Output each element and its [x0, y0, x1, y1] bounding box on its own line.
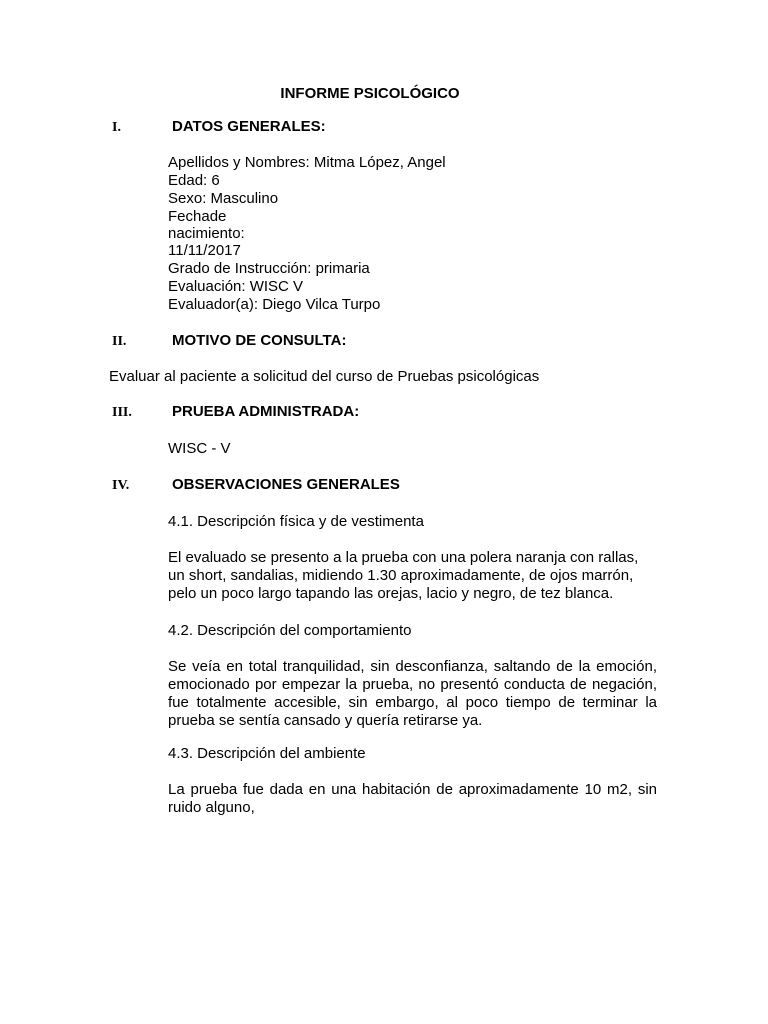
section-title: OBSERVACIONES GENERALES [172, 476, 400, 493]
field-sexo: Sexo: Masculino [168, 190, 279, 207]
motivo-text: Evaluar al paciente a solicitud del curso de Pruebas psicológicas [109, 368, 540, 385]
section-title: PRUEBA ADMINISTRADA: [172, 403, 360, 420]
section-motivo-consulta [112, 332, 672, 352]
section-numeral: III. [112, 405, 132, 420]
subheading-descripcion-comportamiento: 4.2. Descripción del comportamiento [168, 622, 412, 639]
field-fecha-line3: 11/11/2017 [168, 242, 241, 259]
field-grado: Grado de Instrucción: primaria [168, 260, 370, 277]
field-edad: Edad: 6 [168, 172, 220, 189]
paragraph-descripcion-fisica: El evaluado se presento a la prueba con una polera naranja con rallas, un short, sandalias, midiendo 1.30 aproximadamente, de ojos marrón, pelo un poco largo tapando las orejas, lacio y negro, de tez blanca. [168, 549, 639, 602]
document-title: INFORME PSICOLÓGICO [280, 85, 460, 102]
section-title: MOTIVO DE CONSULTA: [172, 332, 347, 349]
subheading-descripcion-ambiente: 4.3. Descripción del ambiente [168, 745, 366, 762]
subheading-descripcion-fisica: 4.1. Descripción física y de vestimenta [168, 513, 424, 530]
field-evaluacion: Evaluación: WISC V [168, 278, 304, 295]
paragraph-descripcion-ambiente: La prueba fue dada en una habitación de aproximadamente 10 m2, sin ruido alguno, [168, 781, 657, 816]
section-datos-generales [112, 118, 672, 138]
section-numeral: I. [112, 120, 121, 135]
field-evaluador: Evaluador(a): Diego Vilca Turpo [168, 296, 381, 313]
section-prueba-administrada [112, 403, 672, 423]
section-numeral: II. [112, 334, 127, 349]
paragraph-descripcion-comportamiento: Se veía en total tranquilidad, sin desconfianza, saltando de la emoción, emocionado por empezar la prueba, no presentó conducta de negación, fue totalmente accesible, sin embargo, al poco tiempo de terminar la prueba se sentía cansado y quería retirarse ya. [168, 658, 657, 729]
field-fecha-line1: Fechade [168, 208, 227, 225]
section-title: DATOS GENERALES: [172, 118, 326, 135]
prueba-text: WISC - V [168, 440, 231, 457]
field-fecha-line2: nacimiento: [168, 225, 245, 242]
section-observaciones-generales [112, 476, 672, 496]
section-numeral: IV. [112, 478, 130, 493]
field-nombres: Apellidos y Nombres: Mitma López, Angel [168, 154, 446, 171]
